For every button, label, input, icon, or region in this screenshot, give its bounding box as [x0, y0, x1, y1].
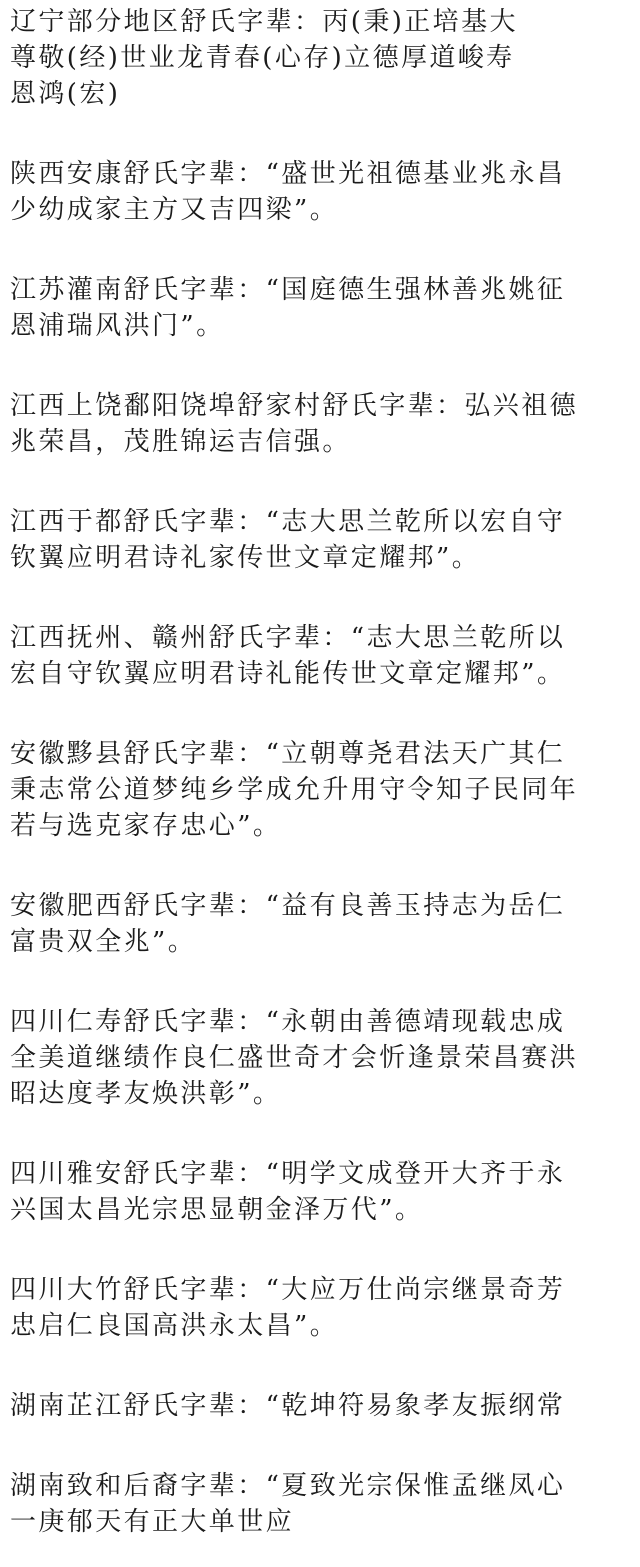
document-body — [10, 4, 632, 1540]
entry-text-line: 四川仁寿舒氏字辈：“永朝由善德靖现载忠成 — [10, 1007, 566, 1037]
entry-text-line: 宏自守钦翼应明君诗礼能传世文章定耀邦”。 — [10, 659, 566, 689]
paragraph-spacer — [10, 112, 632, 156]
paragraph-spacer — [10, 228, 632, 272]
entry-text-line: 湖南致和后裔字辈：“夏致光宗保惟孟继凤心 — [10, 1471, 566, 1501]
generation-name-entry — [10, 1468, 632, 1540]
entry-text-line: 辽宁部分地区舒氏字辈：丙(秉)正培基大 — [10, 7, 518, 37]
generation-name-entry — [10, 4, 632, 112]
entry-text-line: 秉志常公道梦纯乡学成允升用守令知子民同年 — [10, 775, 579, 805]
entry-text-line: 忠启仁良国高洪永太昌”。 — [10, 1311, 339, 1341]
paragraph-spacer — [10, 1228, 632, 1272]
entry-text-line: 恩鸿(宏) — [10, 79, 121, 109]
entry-text-line: 兆荣昌，茂胜锦运吉信强。 — [10, 427, 351, 457]
entry-text-line: 全美道继绩作良仁盛世奇才会忻逢景荣昌赛洪 — [10, 1043, 579, 1073]
entry-text-line: 四川雅安舒氏字辈：“明学文成登开大齐于永 — [10, 1159, 566, 1189]
generation-name-entry — [10, 736, 632, 844]
entry-text-line: 江苏灌南舒氏字辈：“国庭德生强林善兆姚征 — [10, 275, 566, 305]
paragraph-spacer — [10, 960, 632, 1004]
entry-text-line: 恩浦瑞风洪门”。 — [10, 311, 225, 341]
paragraph-spacer — [10, 692, 632, 736]
entry-text-line: 昭达度孝友焕洪彰”。 — [10, 1079, 282, 1109]
paragraph-spacer — [10, 576, 632, 620]
paragraph-spacer — [10, 344, 632, 388]
entry-text-line: 一庚郁天有正大单世应 — [10, 1507, 295, 1537]
entry-text-line: 尊敬(经)世业龙青春(心存)立德厚道峻寿 — [10, 43, 515, 73]
entry-text-line: 四川大竹舒氏字辈：“大应万仕尚宗继景奇芳 — [10, 1275, 566, 1305]
entry-text-line: 若与选克家存忠心”。 — [10, 811, 282, 841]
entry-text-line: 富贵双全兆”。 — [10, 927, 197, 957]
generation-name-entry — [10, 272, 632, 344]
generation-name-entry — [10, 1004, 632, 1112]
entry-text-line: 安徽肥西舒氏字辈：“益有良善玉持志为岳仁 — [10, 891, 566, 921]
entry-text-line: 江西于都舒氏字辈：“志大思兰乾所以宏自守 — [10, 507, 566, 537]
generation-name-entry — [10, 888, 632, 960]
entry-text-line: 安徽黟县舒氏字辈：“立朝尊尧君法天广其仁 — [10, 739, 566, 769]
entry-text-line: 陕西安康舒氏字辈：“盛世光祖德基业兆永昌 — [10, 159, 566, 189]
entry-text-line: 钦翼应明君诗礼家传世文章定耀邦”。 — [10, 543, 481, 573]
generation-name-entry — [10, 1156, 632, 1228]
paragraph-spacer — [10, 1424, 632, 1468]
entry-text-line: 兴国太昌光宗思显朝金泽万代”。 — [10, 1195, 424, 1225]
generation-name-entry — [10, 620, 632, 692]
entry-text-line: 少幼成家主方又吉四梁”。 — [10, 195, 339, 225]
paragraph-spacer — [10, 460, 632, 504]
entry-text-line: 江西上饶鄱阳饶埠舒家村舒氏字辈：弘兴祖德 — [10, 391, 579, 421]
paragraph-spacer — [10, 844, 632, 888]
entry-text-line: 湖南芷江舒氏字辈：“乾坤符易象孝友振纲常 — [10, 1391, 566, 1421]
entry-text-line: 江西抚州、赣州舒氏字辈：“志大思兰乾所以 — [10, 623, 566, 653]
paragraph-spacer — [10, 1344, 632, 1388]
generation-name-entry — [10, 1388, 632, 1424]
generation-name-entry — [10, 504, 632, 576]
generation-name-entry — [10, 1272, 632, 1344]
paragraph-spacer — [10, 1112, 632, 1156]
generation-name-entry — [10, 388, 632, 460]
generation-name-entry — [10, 156, 632, 228]
